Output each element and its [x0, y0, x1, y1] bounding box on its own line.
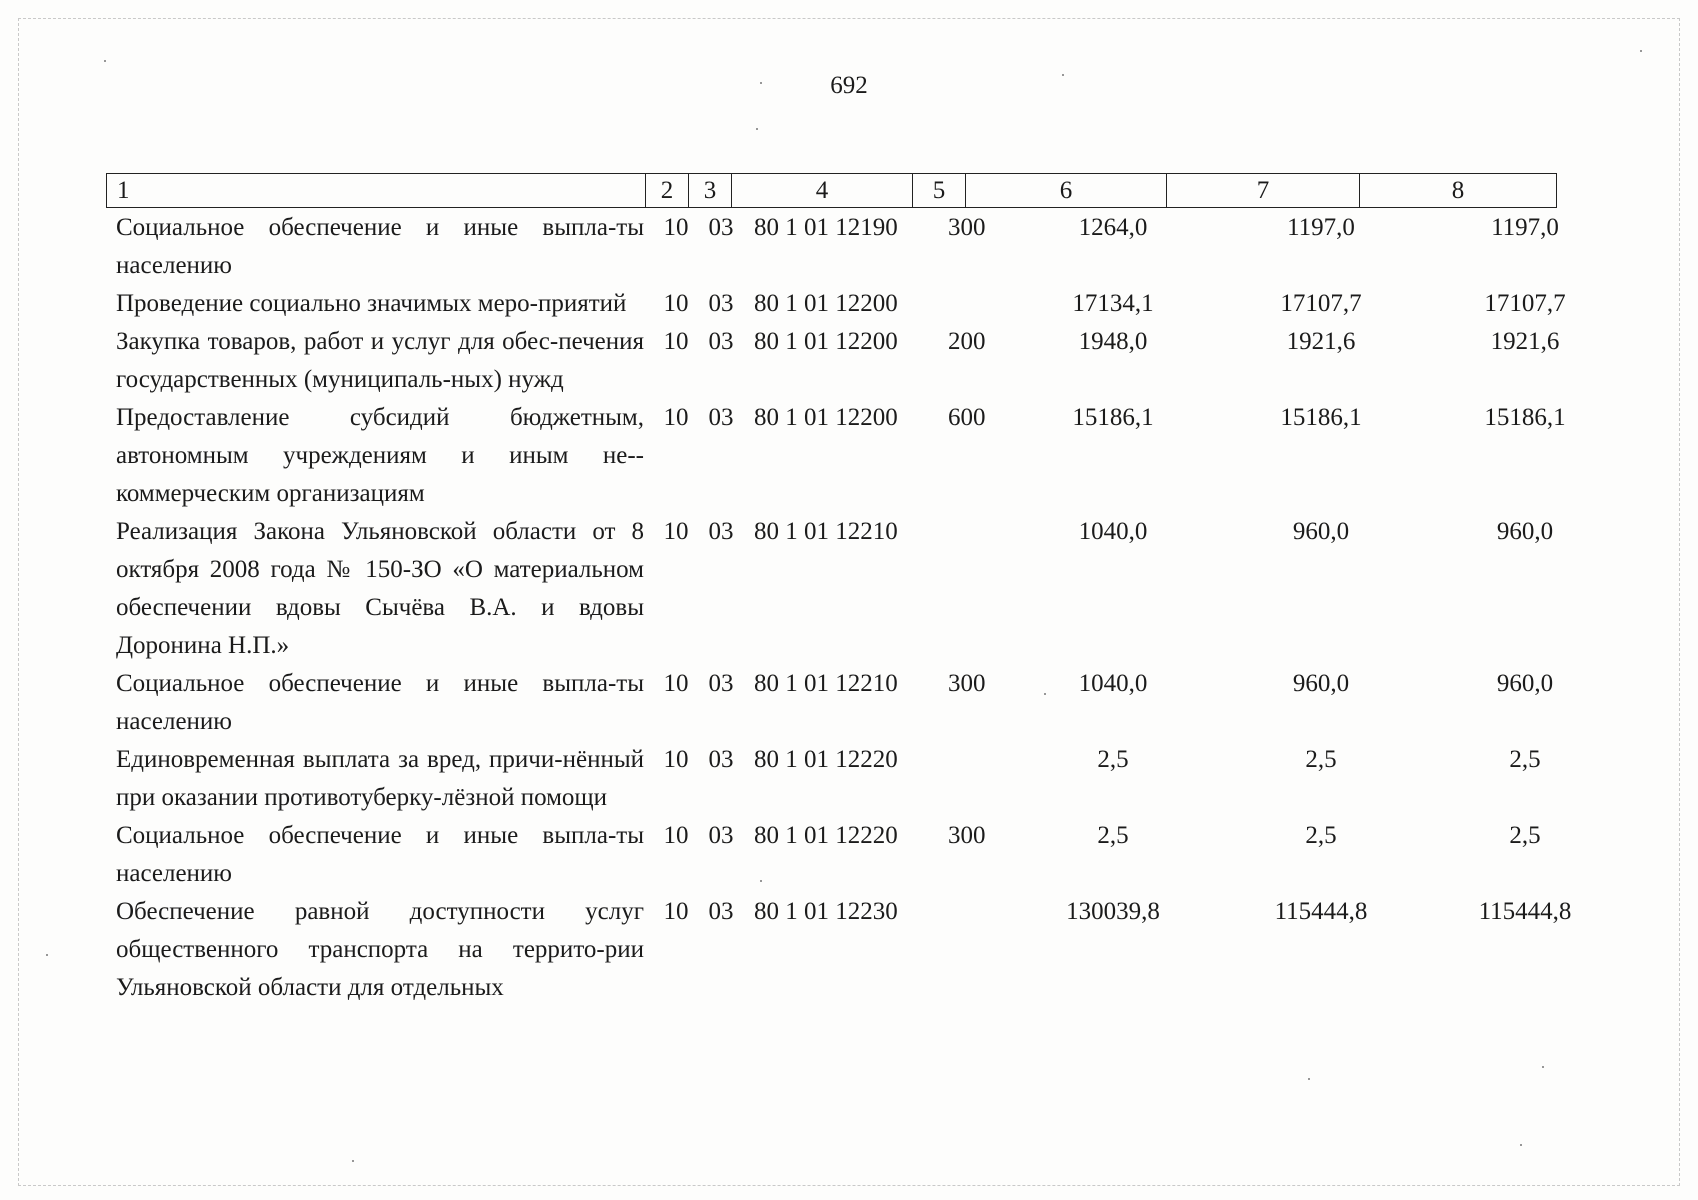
subsection-code: 03	[708, 822, 734, 849]
amount-col-7: 15186,1	[1280, 404, 1362, 431]
table-row	[106, 323, 1628, 399]
scan-speck	[760, 82, 762, 84]
section-code: 10	[663, 746, 689, 773]
amount-col-7: 1197,0	[1287, 214, 1355, 241]
amount-col-8: 960,0	[1496, 518, 1554, 545]
amount-col-6: 2,5	[1097, 746, 1129, 773]
item-name: Социальное обеспечение и иные выпла-ты населению	[116, 822, 644, 887]
scan-speck	[756, 128, 758, 130]
target-article-code: 80 1 01 12220	[754, 746, 898, 773]
subsection-code: 03	[708, 404, 734, 431]
header-col-6: 6	[966, 174, 1167, 208]
section-code: 10	[663, 898, 689, 925]
header-col-8: 8	[1360, 174, 1557, 208]
amount-col-7: 960,0	[1292, 670, 1350, 697]
scan-speck	[46, 954, 48, 956]
page-number: 692	[830, 72, 868, 99]
item-name: Социальное обеспечение и иные выпла-ты населению	[116, 670, 644, 735]
budget-table	[106, 209, 1628, 1007]
amount-col-7: 960,0	[1292, 518, 1350, 545]
table-row	[106, 893, 1628, 1007]
scan-speck	[1062, 74, 1064, 76]
table-row	[106, 513, 1628, 665]
amount-col-8: 15186,1	[1484, 404, 1566, 431]
item-name: Реализация Закона Ульяновской области от 8 октября 2008 года № 150-ЗО «О материальном обеспечении вдовы Сычёва В.А. и вдовы Доронина Н.П.»	[116, 518, 644, 659]
target-article-code: 80 1 01 12200	[754, 404, 898, 431]
expense-type-code: 300	[948, 214, 986, 241]
amount-col-8: 2,5	[1509, 822, 1541, 849]
amount-col-6: 1264,0	[1078, 214, 1148, 241]
scan-speck	[352, 1160, 354, 1162]
section-code: 10	[663, 328, 689, 355]
section-code: 10	[663, 290, 689, 317]
column-number-header	[106, 173, 1557, 208]
scan-speck	[104, 60, 106, 62]
amount-col-8: 17107,7	[1484, 290, 1566, 317]
expense-type-code	[942, 893, 1006, 1007]
target-article-code: 80 1 01 12200	[754, 328, 898, 355]
table-row	[106, 399, 1628, 513]
item-name: Закупка товаров, работ и услуг для обес-печения государственных (муниципаль-ных) нужд	[116, 328, 644, 393]
amount-col-6: 1948,0	[1078, 328, 1148, 355]
scan-speck	[1520, 1144, 1522, 1146]
subsection-code: 03	[708, 328, 734, 355]
amount-col-6: 1040,0	[1078, 670, 1148, 697]
target-article-code: 80 1 01 12210	[754, 670, 898, 697]
header-col-2: 2	[646, 174, 689, 208]
amount-col-8: 2,5	[1509, 746, 1541, 773]
subsection-code: 03	[708, 518, 734, 545]
amount-col-8: 115444,8	[1478, 898, 1572, 925]
amount-col-7: 17107,7	[1280, 290, 1362, 317]
table-row	[106, 209, 1628, 285]
amount-col-7: 115444,8	[1274, 898, 1368, 925]
section-code: 10	[663, 518, 689, 545]
section-code: 10	[663, 404, 689, 431]
amount-col-6: 130039,8	[1066, 898, 1160, 925]
header-col-1: 1	[107, 174, 646, 208]
scan-speck	[760, 880, 762, 882]
expense-type-code	[942, 513, 1006, 665]
table-row	[106, 817, 1628, 893]
expense-type-code	[942, 285, 1006, 323]
amount-col-7: 2,5	[1305, 746, 1337, 773]
table-row	[106, 665, 1628, 741]
subsection-code: 03	[708, 746, 734, 773]
amount-col-8: 1921,6	[1490, 328, 1560, 355]
item-name: Проведение социально значимых меро-приятий	[116, 290, 627, 317]
section-code: 10	[663, 670, 689, 697]
amount-col-8: 1197,0	[1491, 214, 1559, 241]
scan-speck	[1308, 1078, 1310, 1080]
header-col-7: 7	[1167, 174, 1360, 208]
scan-speck	[1542, 1066, 1544, 1068]
expense-type-code: 300	[948, 822, 986, 849]
amount-col-6: 15186,1	[1072, 404, 1154, 431]
section-code: 10	[663, 822, 689, 849]
item-name: Социальное обеспечение и иные выпла-ты населению	[116, 214, 644, 279]
amount-col-6: 2,5	[1097, 822, 1129, 849]
expense-type-code: 600	[948, 404, 986, 431]
amount-col-6: 1040,0	[1078, 518, 1148, 545]
target-article-code: 80 1 01 12220	[754, 822, 898, 849]
expense-type-code: 200	[948, 328, 986, 355]
scan-speck	[1044, 693, 1046, 695]
subsection-code: 03	[708, 214, 734, 241]
item-name: Предоставление субсидий бюджетным, автономным учреждениям и иным не-коммерческим организациям	[116, 404, 644, 507]
table-row	[106, 285, 1628, 323]
scan-speck	[1640, 50, 1642, 52]
header-col-4: 4	[732, 174, 913, 208]
target-article-code: 80 1 01 12210	[754, 518, 898, 545]
amount-col-7: 1921,6	[1286, 328, 1356, 355]
subsection-code: 03	[708, 898, 734, 925]
subsection-code: 03	[708, 670, 734, 697]
table-row	[106, 741, 1628, 817]
header-col-5: 5	[913, 174, 966, 208]
target-article-code: 80 1 01 12230	[754, 898, 898, 925]
section-code: 10	[663, 214, 689, 241]
target-article-code: 80 1 01 12200	[754, 290, 898, 317]
target-article-code: 80 1 01 12190	[754, 214, 898, 241]
item-name: Единовременная выплата за вред, причи-нённый при оказании противотуберку-лёзной помощи	[116, 746, 644, 811]
header-col-3: 3	[689, 174, 732, 208]
amount-col-8: 960,0	[1496, 670, 1554, 697]
amount-col-7: 2,5	[1305, 822, 1337, 849]
amount-col-6: 17134,1	[1072, 290, 1154, 317]
expense-type-code	[942, 741, 1006, 817]
subsection-code: 03	[708, 290, 734, 317]
expense-type-code: 300	[948, 670, 986, 697]
item-name: Обеспечение равной доступности услуг общественного транспорта на террито-рии Ульяновской области для отдельных	[116, 898, 644, 1001]
